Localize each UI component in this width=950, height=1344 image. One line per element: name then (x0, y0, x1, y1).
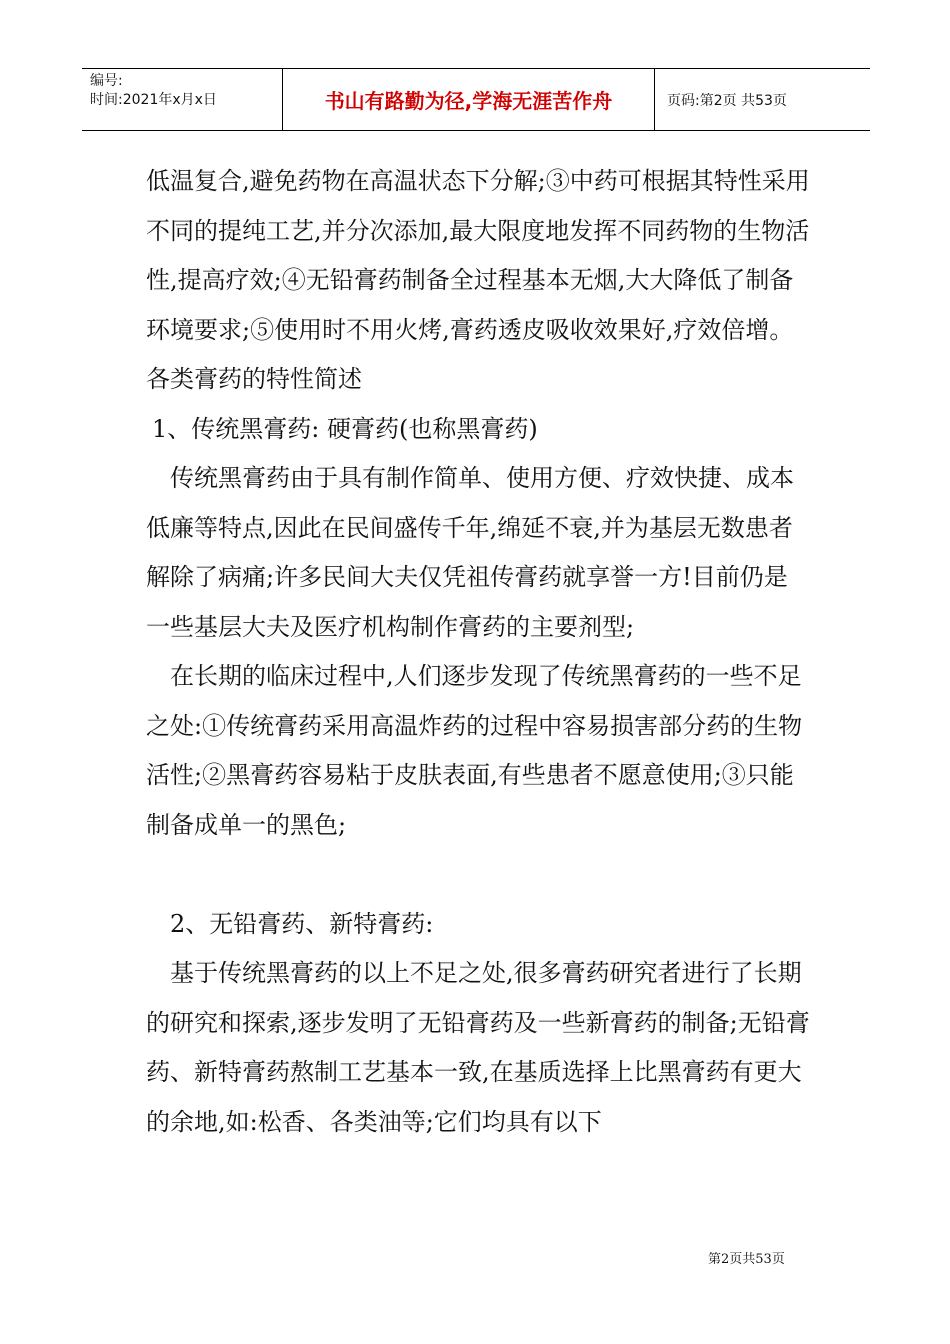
document-body (146, 157, 810, 1147)
section-heading: 各类膏药的特性简述 (146, 365, 362, 393)
blank-line (146, 850, 810, 900)
header-motto: 书山有路勤为径,学海无涯苦作舟 (282, 69, 655, 130)
header-info (82, 69, 282, 130)
subheading-1: 1、传统黑膏药: 硬膏药(也称黑膏药) (152, 414, 538, 443)
paragraph-4: 基于传统黑膏药的以上不足之处,很多膏药研究者进行了长期的研究和探索,逐步发明了无铅膏药及一些新膏药的制备;无铅膏药、新特膏药熬制工艺基本一致,在基质选择上比黑膏药有更大的余地,如:松香、各类油等;它们均具有以下 (146, 959, 810, 1136)
paragraph-2: 传统黑膏药由于具有制作简单、使用方便、疗效快捷、成本低廉等特点,因此在民间盛传千年,绵延不衰,并为基层无数患者解除了病痛;许多民间大夫仅凭祖传膏药就享誉一方!目前仍是一些基层大夫及医疗机构制作膏药的主要剂型; (146, 464, 794, 641)
number-label: 编号: (90, 73, 123, 89)
subheading-2: 2、无铅膏药、新特膏药: (170, 909, 434, 938)
date-label: 时间:2021年x月x日 (90, 92, 217, 108)
page-footer: 第2页共53页 (708, 1252, 785, 1267)
page-header (82, 68, 870, 131)
paragraph-1: 低温复合,避免药物在高温状态下分解;③中药可根据其特性采用不同的提纯工艺,并分次添加,最大限度地发挥不同药物的生物活性,提高疗效;④无铅膏药制备全过程基本无烟,大大降低了制备环境要求;⑤使用时不用火烤,膏药透皮吸收效果好,疗效倍增。 (146, 167, 810, 344)
header-page-label: 页码:第2页 共53页 (667, 92, 787, 109)
paragraph-3: 在长期的临床过程中,人们逐步发现了传统黑膏药的一些不足之处:①传统膏药采用高温炸药的过程中容易损害部分药的生物活性;②黑膏药容易粘于皮肤表面,有些患者不愿意使用;③只能制备成单一的黑色; (146, 662, 803, 839)
